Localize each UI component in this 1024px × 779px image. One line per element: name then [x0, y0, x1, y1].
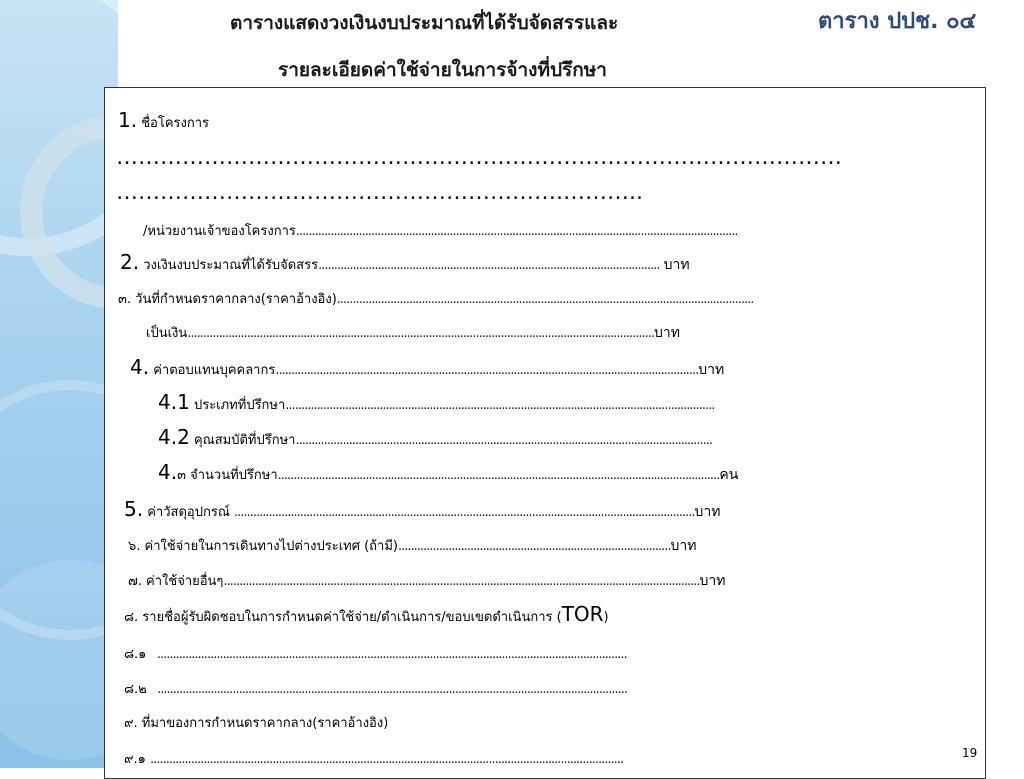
item-other-costs — [128, 570, 726, 592]
fill-dots: ....................................................................................................................................................... — [150, 752, 624, 767]
fill-line: ……………………………………………………………………………………… — [116, 145, 842, 170]
fill-dots: ..................................................................................................................................... — [295, 433, 713, 448]
item-label: ค่าตอบแทนบุคคลากร — [153, 363, 276, 378]
item-budget — [120, 250, 690, 276]
item-project-name — [118, 108, 209, 133]
item-label: ชื่อโครงการ — [141, 116, 210, 131]
page-number: 19 — [962, 746, 978, 760]
item-reference-source-9-1 — [124, 748, 623, 769]
fill-dots: ....................................................................................... — [397, 539, 671, 554]
item-label: ๓. วันที่กำหนดราคากลาง(ราคาอ้างอิง) — [118, 292, 337, 307]
item-number: 1. — [118, 108, 138, 132]
item-responsible-persons — [124, 602, 609, 627]
item-label-close: ) — [603, 610, 609, 625]
item-number: 2. — [120, 250, 140, 274]
unit-baht: บาท — [653, 325, 680, 341]
item-materials-cost — [124, 497, 720, 523]
item-consultant-qualification — [158, 425, 712, 450]
fill-dots: ......................................................................................................................................... — [285, 398, 715, 413]
unit-baht: บาท — [699, 573, 726, 589]
fill-dots: ............................................................................................................................................. — [277, 468, 720, 483]
unit-baht: บาท — [694, 504, 721, 520]
item-number: 5. — [124, 497, 144, 521]
item-label: เป็นเงิน — [146, 326, 188, 341]
item-number: 4. — [130, 355, 150, 379]
decorative-glow — [0, 560, 118, 760]
item-label: ๙. ที่มาของการกำหนดราคากลาง(ราคาอ้างอิง) — [124, 716, 389, 731]
item-number: 4. — [158, 460, 178, 484]
item-agency — [143, 220, 738, 241]
item-consultant-type — [158, 390, 714, 415]
item-consultant-count — [158, 460, 738, 486]
item-label: ๘.๑ — [124, 647, 147, 662]
item-label: ๘.๒ — [124, 682, 147, 697]
fill-dots: ..................................................................................................................................... — [336, 292, 754, 307]
item-reference-price-date — [118, 288, 753, 309]
decorative-background — [0, 0, 118, 768]
tor-label: TOR — [561, 602, 604, 626]
fill-dots: ........................................................................................................................................................ — [223, 574, 700, 589]
item-label: ๓ จำนวนที่ปรึกษา — [177, 468, 278, 483]
form-code: ตาราง ปปช. ๐๔ — [818, 9, 977, 34]
item-label: /หน่วยงานเจ้าของโครงการ — [143, 224, 296, 239]
page-title: ตารางแสดงวงเงินงบประมาณที่ได้รับจัดสรรและ — [230, 12, 619, 34]
item-label: คุณสมบัติที่ปรึกษา — [193, 433, 296, 448]
unit-baht: บาท — [663, 257, 690, 273]
item-reference-price-amount — [146, 322, 680, 344]
fill-dots: ...................................................................................................................................................... — [150, 647, 627, 662]
unit-baht: บาท — [670, 538, 697, 554]
item-reference-price-source — [124, 712, 388, 733]
item-label: วงเงินงบประมาณที่ได้รับจัดสรร — [143, 258, 319, 273]
item-responsible-8-2 — [124, 678, 627, 699]
unit-persons: คน — [719, 467, 739, 483]
item-label: ประเภทที่ปรึกษา — [193, 398, 286, 413]
fill-line: …………………………………………………….……….. — [116, 180, 643, 205]
item-number: 4.1 — [158, 390, 190, 414]
page-subtitle: รายละเอียดค่าใช้จ่ายในการจ้างที่ปรึกษา — [278, 59, 607, 81]
item-foreign-travel-cost — [128, 535, 696, 557]
item-label: ๙.๑ — [124, 752, 146, 767]
item-number: 4.2 — [158, 425, 190, 449]
item-label: ๘. รายชื่อผู้รับผิดชอบในการกำหนดค่าใช้จ่าย/ดำเนินการ/ขอบเขตดำเนินการ ( — [124, 610, 562, 625]
fill-dots: ............................................................................................................. — [318, 258, 660, 273]
item-label: ๗. ค่าใช้จ่ายอื่นๆ — [128, 574, 224, 589]
item-label: ค่าวัสดุอุปกรณ์ — [147, 505, 230, 520]
unit-baht: บาท — [698, 362, 725, 378]
fill-dots: ...................................................................................................................................................... — [150, 682, 627, 697]
item-personnel-cost — [130, 355, 724, 381]
item-label: ๖. ค่าใช้จ่ายในการเดินทางไปต่างประเทศ (ถ้ามี) — [128, 539, 398, 554]
fill-dots: ..................................................................................................................................................... — [187, 326, 654, 341]
item-responsible-8-1 — [124, 643, 627, 664]
fill-dots: ................................................................................................................................................... — [234, 505, 695, 520]
fill-dots: ....................................................................................................................................... — [275, 363, 699, 378]
fill-dots: ............................................................................................................................................. — [295, 224, 738, 239]
